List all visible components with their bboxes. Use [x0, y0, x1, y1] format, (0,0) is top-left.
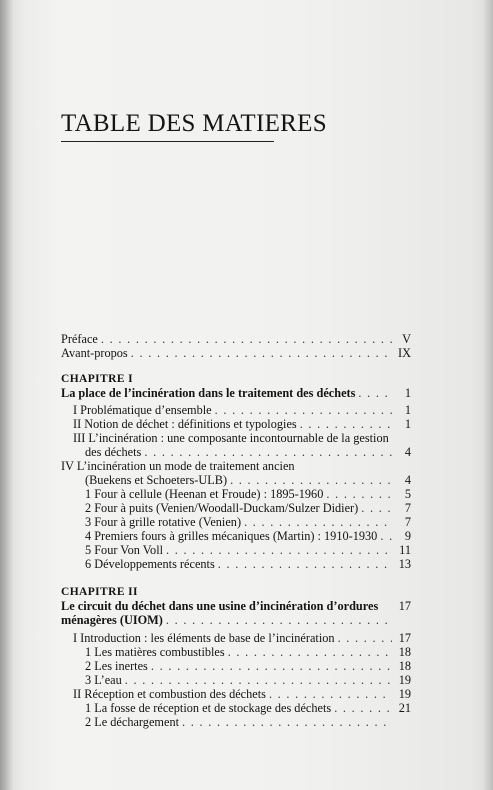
dot-leader: [166, 543, 392, 557]
toc-entry-page: 19: [398, 687, 411, 701]
title-underline: [61, 141, 274, 142]
toc-entry-text: 1 Four à cellule (Heenan et Froude) : 1895-1960: [85, 487, 324, 501]
toc-entry-text: 2 Four à puits (Venien/Woodall-Duckam/Sulzer Didier): [85, 501, 359, 515]
dot-leader: [244, 515, 392, 529]
toc-entry-text: I Introduction : les éléments de base de l’incinération: [73, 631, 335, 645]
toc-entry-text: 4 Premiers fours à grilles mécaniques (Martin) : 1910-1930: [85, 529, 378, 543]
toc-entry: [61, 459, 411, 473]
toc-entry-page: 18: [398, 659, 411, 673]
toc-entry-page: 5: [404, 487, 411, 501]
toc-entry-page: 17: [398, 599, 411, 613]
dot-leader: [218, 557, 392, 571]
toc-entry-avant-propos: [61, 346, 411, 360]
toc-entry: [61, 445, 411, 459]
toc-entry: [61, 631, 411, 645]
toc-entry-page: 11: [399, 543, 411, 557]
dot-leader: [228, 645, 392, 659]
toc-entry: [61, 715, 411, 729]
toc-entry-text: 3 L’eau: [85, 673, 122, 687]
dot-leader: [101, 332, 392, 346]
dot-leader: [125, 673, 392, 687]
toc-entry-text: 3 Four à grille rotative (Venien): [85, 515, 242, 529]
dot-leader: [338, 631, 392, 645]
chapter-1-label: CHAPITRE I: [61, 373, 134, 385]
dot-leader: [144, 445, 392, 459]
table-of-contents: [61, 328, 411, 729]
toc-entry: [61, 687, 411, 701]
toc-entry-text: Préface: [61, 332, 98, 346]
dot-leader: [326, 487, 392, 501]
toc-entry: [61, 403, 411, 417]
chapter-2-title-row-1: [61, 599, 411, 613]
toc-entry-text: 2 Les inertes: [85, 659, 148, 673]
toc-entry-page: IX: [398, 346, 411, 360]
toc-entry: [61, 701, 411, 715]
toc-entry: [61, 543, 411, 557]
toc-entry-text: IV L’incinération un mode de traitement ancien: [61, 459, 295, 473]
toc-entry-page: 1: [404, 403, 411, 417]
toc-entry-page: 13: [398, 557, 411, 571]
toc-entry-text: II Notion de déchet : définitions et typologies: [73, 417, 297, 431]
toc-entry-text: 5 Four Von Voll: [85, 543, 164, 557]
chapter-2-title-continued: ménagères (UIOM): [61, 613, 163, 627]
chapter-2-title: Le circuit du déchet dans une usine d’incinération d’ordures: [61, 599, 379, 613]
toc-entry-page: 4: [404, 473, 411, 487]
chapter-2-label: CHAPITRE II: [61, 586, 138, 598]
dot-leader: [131, 346, 392, 360]
toc-entry-page: 17: [398, 631, 411, 645]
dot-leader: [182, 715, 392, 729]
toc-entry: [61, 487, 411, 501]
dot-leader: [230, 473, 392, 487]
dot-leader: [151, 659, 392, 673]
toc-entry: [61, 557, 411, 571]
toc-entry-text: 1 Les matières combustibles: [85, 645, 225, 659]
toc-entry-page: 19: [398, 673, 411, 687]
chapter-1-title-row: [61, 386, 411, 400]
page-edge: [483, 0, 493, 790]
toc-entry-text: Avant-propos: [61, 346, 128, 360]
toc-entry: [61, 473, 411, 487]
dot-leader: [358, 386, 392, 400]
toc-entry: [61, 659, 411, 673]
toc-entry-text: I Problématique d’ensemble: [73, 403, 212, 417]
toc-entry-text: 6 Développements récents: [85, 557, 215, 571]
dot-leader: [334, 701, 392, 715]
toc-entry-page: V: [402, 332, 411, 346]
toc-entry-page: 18: [398, 645, 411, 659]
toc-entry-page: 7: [404, 515, 411, 529]
toc-entry: [61, 529, 411, 543]
toc-entry-page: 4: [404, 445, 411, 459]
toc-entry: [61, 645, 411, 659]
toc-entry-page: 9: [404, 529, 411, 543]
toc-entry: [61, 501, 411, 515]
toc-entry-page: 7: [404, 501, 411, 515]
dot-leader: [380, 529, 392, 543]
toc-entry-page: 1: [404, 386, 411, 400]
chapter-1-title: La place de l’incinération dans le traitement des déchets: [61, 386, 356, 400]
toc-entry-page: 1: [404, 417, 411, 431]
dot-leader: [269, 687, 392, 701]
toc-entry-text: II Réception et combustion des déchets: [73, 687, 266, 701]
dot-leader: [361, 501, 392, 515]
toc-entry: [61, 417, 411, 431]
book-gutter: [0, 0, 14, 790]
toc-entry: [61, 431, 411, 445]
dot-leader: [300, 417, 392, 431]
toc-entry-text: 1 La fosse de réception et de stockage des déchets: [85, 701, 332, 715]
toc-entry: [61, 515, 411, 529]
chapter-2-title-row-2: [61, 613, 411, 627]
dot-leader: [215, 403, 392, 417]
toc-entry-text: (Buekens et Schoeters-ULB): [85, 473, 228, 487]
toc-entry-page: 21: [398, 701, 411, 715]
page-title: TABLE DES MATIERES: [61, 110, 327, 137]
toc-entry-preface: [61, 332, 411, 346]
toc-entry: [61, 673, 411, 687]
toc-entry-text: III L’incinération : une composante incontournable de la gestion: [73, 431, 389, 445]
toc-entry-text: des déchets: [85, 445, 142, 459]
toc-entry-text: 2 Le déchargement: [85, 715, 180, 729]
dot-leader: [166, 613, 392, 627]
